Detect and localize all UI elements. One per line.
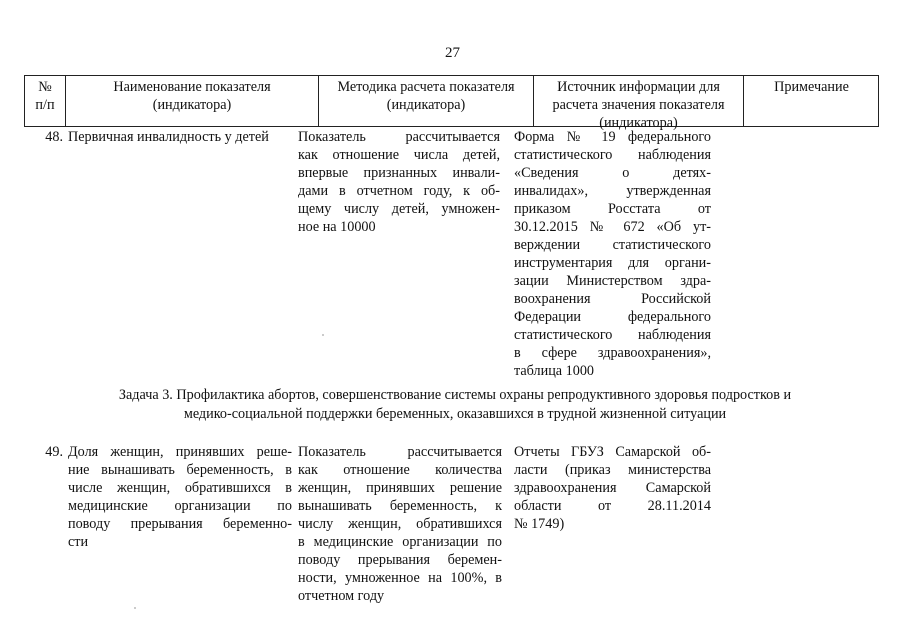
- indicator-name-line: медицинские организации по: [68, 498, 292, 514]
- header-col-source-line3: (индикатора): [599, 115, 678, 131]
- method-line: отчетном году: [298, 588, 385, 604]
- page-number: 27: [445, 45, 460, 61]
- indicator-name: [68, 128, 308, 146]
- header-col-note-label: Примечание: [774, 79, 849, 95]
- header-col-source-line2: расчета значения показателя: [552, 97, 725, 113]
- source-line: статистического наблюдения: [514, 327, 711, 343]
- indicator-name-line: поводу прерывания беременно-: [68, 516, 292, 532]
- indicator-name-line: сти: [68, 534, 89, 550]
- source-line: Форма № 19 федерального: [514, 129, 711, 145]
- calculation-method: [298, 443, 502, 605]
- method-line: поводу прерывания беремен-: [298, 552, 502, 568]
- source-line: воохранения Российской: [514, 291, 711, 307]
- header-col-name: [66, 76, 319, 126]
- source-line: Федерации федерального: [514, 309, 711, 325]
- source-line: ласти (приказ министерства: [514, 462, 711, 478]
- source-line: инвалидах», утвержденная: [514, 183, 711, 199]
- method-line: вынашивать беременность, к: [298, 498, 502, 514]
- header-col-number-line1: №: [38, 79, 52, 95]
- calculation-method: [298, 128, 500, 236]
- method-line: щему числу детей, умножен-: [298, 201, 500, 217]
- indicator-name-line: Доля женщин, принявших реше-: [68, 444, 292, 460]
- method-line: числу женщин, обратившихся: [298, 516, 502, 532]
- method-line: ности, умноженное на 100%, в: [298, 570, 502, 586]
- header-col-note: [744, 76, 879, 126]
- source-line: 30.12.2015 № 672 «Об ут-: [514, 219, 711, 235]
- header-col-source-line1: Источник информации для: [557, 79, 720, 95]
- header-col-method: [319, 76, 534, 126]
- method-line: Показатель рассчитывается: [298, 444, 502, 460]
- source-line: приказом Росстата от: [514, 201, 711, 217]
- source-line: «Сведения о детях-: [514, 165, 711, 181]
- scan-speck: [322, 334, 324, 336]
- source-line: инструментария для органи-: [514, 255, 711, 271]
- header-col-number: [25, 76, 66, 126]
- method-line: женщин, принявших решение: [298, 480, 502, 496]
- source-line: верждении статистического: [514, 237, 711, 253]
- source-line: Отчеты ГБУЗ Самарской об-: [514, 444, 711, 460]
- indicator-name-line: числе женщин, обратившихся в: [68, 480, 292, 496]
- task-heading-line2: медико-социальной поддержки беременных, оказавшихся в трудной жизненной ситуации: [183, 406, 727, 422]
- method-line: впервые признанных инвали-: [298, 165, 500, 181]
- header-col-name-line2: (индикатора): [152, 97, 232, 113]
- source-line: таблица 1000: [514, 363, 595, 379]
- row-number: 48.: [45, 129, 63, 145]
- information-source: [514, 443, 711, 533]
- method-line: в медицинские организации по: [298, 534, 502, 550]
- source-line: № 1749): [514, 516, 565, 532]
- header-col-source: [534, 76, 744, 131]
- method-line: дами в отчетном году, к об-: [298, 183, 500, 199]
- scan-speck: [134, 607, 136, 609]
- header-col-number-line2: п/п: [35, 97, 55, 113]
- source-line: зации Министерством здра-: [514, 273, 711, 289]
- method-line: Показатель рассчитывается: [298, 129, 500, 145]
- indicator-name-line: Первичная инвалидность у детей: [68, 129, 269, 145]
- method-line: ное на 10000: [298, 219, 376, 235]
- row-number: 49.: [45, 444, 63, 460]
- header-col-method-line2: (индикатора): [386, 97, 466, 113]
- indicator-name: [68, 443, 292, 551]
- header-col-method-line1: Методика расчета показателя: [337, 79, 515, 95]
- task-heading-line1: Задача 3. Профилактика абортов, совершенствование системы охраны репродуктивного здоровья подростков и: [118, 387, 792, 403]
- header-col-name-line1: Наименование показателя: [113, 79, 271, 95]
- source-line: статистического наблюдения: [514, 147, 711, 163]
- information-source: [514, 128, 711, 380]
- source-line: здравоохранения Самарской: [514, 480, 711, 496]
- source-line: области от 28.11.2014: [514, 498, 711, 514]
- table-header: [24, 75, 879, 131]
- method-line: как отношение количества: [298, 462, 502, 478]
- method-line: как отношение числа детей,: [298, 147, 500, 163]
- source-line: в сфере здравоохранения»,: [514, 345, 711, 361]
- indicator-name-line: ние вынашивать беременность, в: [68, 462, 292, 478]
- task-heading: [60, 386, 850, 424]
